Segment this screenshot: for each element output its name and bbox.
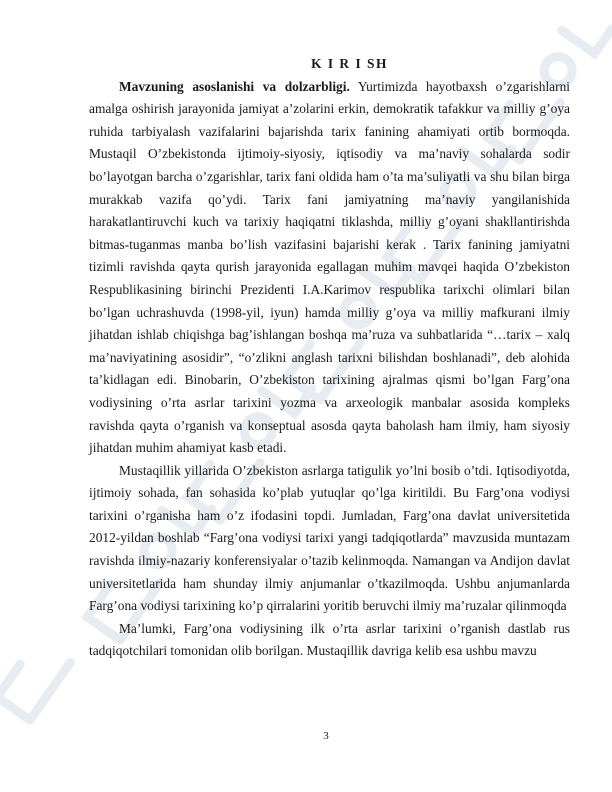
paragraph-lead: Mavzuning asoslanishi va dolzarbligi. (119, 78, 350, 94)
document-body (89, 53, 570, 663)
paragraph-text: Ma’lumki, Farg’ona vodiysining ilk o’rta asrlar tarixini o’rganish dastlab rus tadqiqotchilari tomonidan olib borilgan. Mustaqillik davriga kelib esa ushbu mavzu (89, 620, 570, 659)
paragraph-text: Yurtimizda hayotbaxsh o’zgarishlarni amalga oshirish jarayonida jamiyat a’zolarini erkin, demokratik tafakkur va milliy g’oya ruhida tarbiyalash vazifalarini bajarishda tarix fanining ahamiyati ortib bormoqda. Mustaqil O’zbekistonda ijtimoiy-siyosiy, iqtisodiy va ma’naviy sohalarda sodir bo’layotgan barcha o’zgarishlar, tarix fani oldida ham o’ta ma’suliyatli va shu bilan birga murakkab vazifa qo’ydi. Tarix fani jamiyatning ma’naviy yangilanishida harakatlantiruvchi kuch va tarixiy haqiqatni tiklashda, milliy g’oyani shakllantirishda bitmas-tuganmas manba bo’lish vazifasini bajarishi kerak . Tarix fanining jamiyatni tizimli ravishda qayta qurish jarayonida egallagan muhim mavqei haqida O’zbekiston Respublikasining birinchi Prezidenti I.A.Karimov respublika tarixchi olimlari bilan bo’lgan uchrashuvda (1998-yil, iyun) hamda milliy g’oya va milliy mafkurani ilmiy jihatdan ishlab chiqishga bag’ishlangan boshqa ma’ruza va suhbatlarida “…tarix – xalq ma’naviyatining asosidir”, “o’zlikni anglash tarixni bilishdan boshlanadi”, deb alohida ta’kidlagan edi. Binobarin, O’zbekiston tarixining ajralmas qismi bo’lgan Farg’ona vodiysining o’rta asrlar tarixini yozma va arxeologik manbalar asosida kompleks ravishda qayta o’rganish va konseptual asosda qayta baholash ham ilmiy, ham siyosiy jihatdan muhim ahamiyat kasb etadi. (89, 78, 570, 456)
page-number: 3 (323, 730, 329, 742)
page-title: K I R I SH (311, 56, 388, 71)
paragraph-2 (89, 460, 570, 618)
paragraph-1 (89, 76, 570, 460)
paragraph-text: Mustaqillik yillarida O’zbekiston asrlarga tatigulik yo’lni bosib o’tdi. Iqtisodiyotda, ijtimoiy sohada, fan sohasida ko’plab yutuqlar qo’lga kiritildi. Bu Farg’ona vodiysi tarixini o’rganisha ham o’z ifodasini topdi. Jumladan, Farg’ona davlat universitetida 2012-yildan boshlab “Farg’ona vodiysi tarixi yangi tadqiqotlarda” mavzusida muntazam ravishda ilmiy-nazariy konferensiyalar o’tazib kelinmoqda. Namangan va Andijon davlat universitetlarida ham shunday ilmiy anjumanlar o’tkazilmoqda. Ushbu anjumanlarda Farg’ona vodiysi tarixining ko’p qirralarini yoritib beruvchi ilmiy ma’ruzalar qilinmoqda (89, 462, 570, 614)
paragraph-3 (89, 618, 570, 663)
